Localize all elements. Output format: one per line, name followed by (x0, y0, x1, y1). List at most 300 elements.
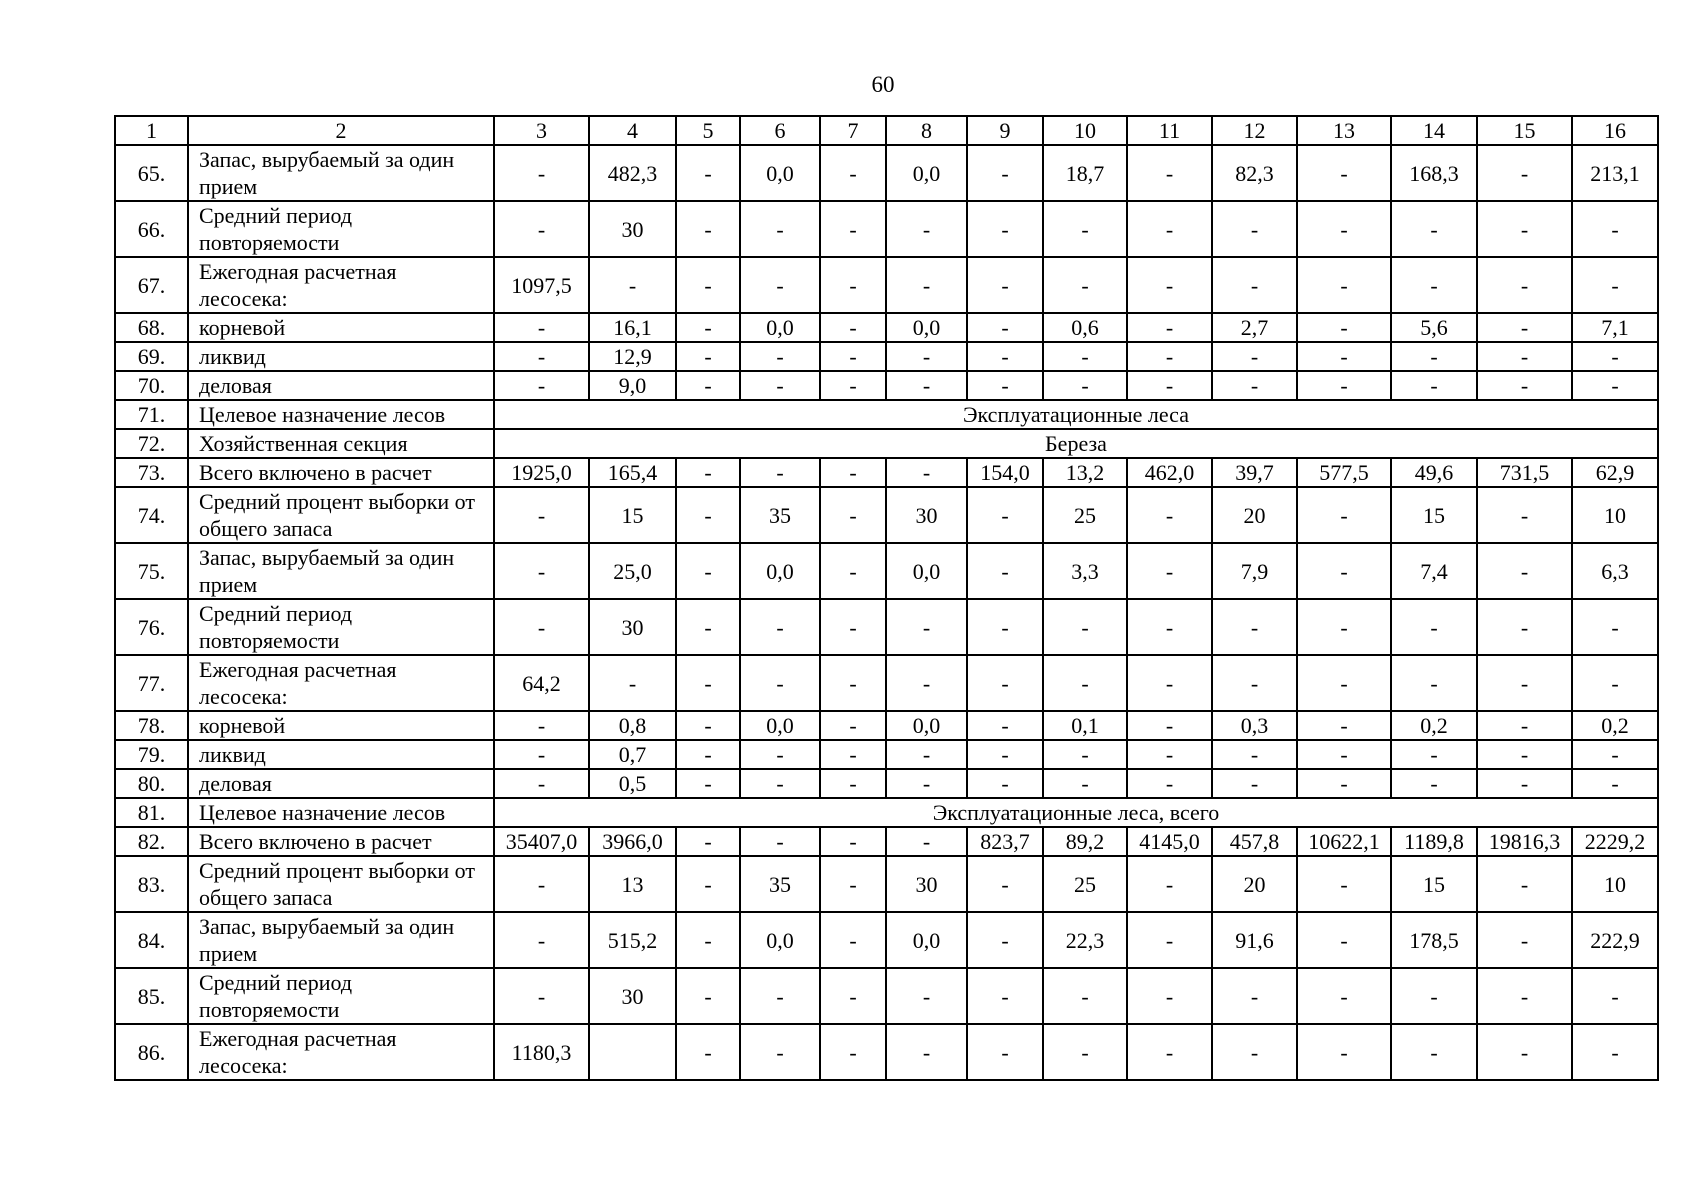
value-cell: - (740, 342, 820, 371)
value-cell: - (1127, 201, 1212, 257)
row-number: 69. (115, 342, 188, 371)
value-cell: 62,9 (1572, 458, 1658, 487)
value-cell: - (740, 201, 820, 257)
value-cell: - (1391, 257, 1477, 313)
value-cell: - (1391, 201, 1477, 257)
value-cell: 39,7 (1212, 458, 1297, 487)
value-cell: 0,0 (740, 912, 820, 968)
row-number: 84. (115, 912, 188, 968)
header-cell: 6 (740, 116, 820, 145)
value-cell: - (494, 912, 589, 968)
value-cell: 0,0 (886, 145, 967, 201)
value-cell: 0,8 (589, 711, 676, 740)
value-cell: - (676, 543, 740, 599)
value-cell: - (820, 487, 886, 543)
row-label: ликвид (188, 740, 494, 769)
value-cell: 5,6 (1391, 313, 1477, 342)
value-cell: 25,0 (589, 543, 676, 599)
value-cell: - (676, 769, 740, 798)
table-row (115, 798, 1658, 827)
value-cell: - (676, 313, 740, 342)
value-cell: 731,5 (1477, 458, 1572, 487)
value-cell: - (1127, 313, 1212, 342)
value-cell: 577,5 (1297, 458, 1391, 487)
value-cell: 19816,3 (1477, 827, 1572, 856)
value-cell: 213,1 (1572, 145, 1658, 201)
value-cell: - (676, 740, 740, 769)
value-cell: 35 (740, 487, 820, 543)
value-cell: - (1127, 740, 1212, 769)
value-cell: - (740, 458, 820, 487)
value-cell: - (886, 968, 967, 1024)
row-number: 73. (115, 458, 188, 487)
row-label: деловая (188, 769, 494, 798)
value-cell: - (1043, 257, 1127, 313)
value-cell: - (1297, 201, 1391, 257)
value-cell: - (740, 1024, 820, 1080)
value-cell: 2229,2 (1572, 827, 1658, 856)
value-cell: - (676, 458, 740, 487)
value-cell: 25 (1043, 487, 1127, 543)
value-cell: - (1391, 371, 1477, 400)
value-cell: - (740, 968, 820, 1024)
value-cell: - (1297, 599, 1391, 655)
value-cell: - (1127, 1024, 1212, 1080)
table-row (115, 655, 1658, 711)
value-cell: - (1297, 1024, 1391, 1080)
value-cell: - (886, 342, 967, 371)
value-cell: - (494, 313, 589, 342)
value-cell: 15 (1391, 856, 1477, 912)
value-cell: 165,4 (589, 458, 676, 487)
value-cell: 0,0 (740, 313, 820, 342)
row-label: Запас, вырубаемый за один прием (188, 145, 494, 201)
value-cell: 30 (589, 201, 676, 257)
value-cell: - (740, 769, 820, 798)
page-number: 60 (871, 72, 895, 97)
value-cell: 1097,5 (494, 257, 589, 313)
value-cell: 0,0 (886, 313, 967, 342)
table-row (115, 313, 1658, 342)
value-cell: - (1297, 655, 1391, 711)
table-row (115, 458, 1658, 487)
value-cell: 462,0 (1127, 458, 1212, 487)
value-cell: - (820, 599, 886, 655)
value-cell: 4145,0 (1127, 827, 1212, 856)
row-label: корневой (188, 313, 494, 342)
value-cell: - (1391, 740, 1477, 769)
table-row (115, 429, 1658, 458)
header-cell: 11 (1127, 116, 1212, 145)
table-row (115, 769, 1658, 798)
value-cell: - (967, 769, 1043, 798)
value-cell: - (1477, 599, 1572, 655)
value-cell: 89,2 (1043, 827, 1127, 856)
header-cell: 8 (886, 116, 967, 145)
value-cell: - (1297, 711, 1391, 740)
value-cell: - (1043, 740, 1127, 769)
value-cell: 0,0 (740, 145, 820, 201)
header-cell: 13 (1297, 116, 1391, 145)
row-label: деловая (188, 371, 494, 400)
value-cell: 0,0 (886, 543, 967, 599)
value-cell: - (1297, 257, 1391, 313)
value-cell: - (1297, 856, 1391, 912)
value-cell: - (820, 740, 886, 769)
value-cell: 18,7 (1043, 145, 1127, 201)
value-cell: 7,9 (1212, 543, 1297, 599)
value-cell: - (676, 912, 740, 968)
value-cell: 3966,0 (589, 827, 676, 856)
value-cell: 515,2 (589, 912, 676, 968)
row-number: 74. (115, 487, 188, 543)
value-cell: 1180,3 (494, 1024, 589, 1080)
value-cell: - (1127, 543, 1212, 599)
row-number: 65. (115, 145, 188, 201)
value-cell: 49,6 (1391, 458, 1477, 487)
value-cell: - (1572, 342, 1658, 371)
value-cell: - (1212, 599, 1297, 655)
value-cell: - (820, 342, 886, 371)
value-cell: 30 (589, 599, 676, 655)
value-cell: - (1127, 912, 1212, 968)
table-row (115, 856, 1658, 912)
value-cell: 823,7 (967, 827, 1043, 856)
value-cell: - (1297, 912, 1391, 968)
value-cell: - (1043, 599, 1127, 655)
value-cell: - (1297, 543, 1391, 599)
header-row (115, 116, 1658, 145)
value-cell: - (886, 655, 967, 711)
value-cell: - (1391, 1024, 1477, 1080)
value-cell: 91,6 (1212, 912, 1297, 968)
value-cell: - (886, 827, 967, 856)
row-number: 78. (115, 711, 188, 740)
value-cell: - (494, 543, 589, 599)
row-number: 83. (115, 856, 188, 912)
value-cell: 30 (886, 856, 967, 912)
value-cell: 10 (1572, 856, 1658, 912)
value-cell: 64,2 (494, 655, 589, 711)
value-cell: 30 (589, 968, 676, 1024)
value-cell: - (676, 599, 740, 655)
value-cell: - (820, 912, 886, 968)
value-cell: - (676, 711, 740, 740)
value-cell: 457,8 (1212, 827, 1297, 856)
row-label: Целевое назначение лесов (188, 400, 494, 429)
value-cell: - (589, 655, 676, 711)
value-cell: - (1127, 769, 1212, 798)
value-cell: - (676, 487, 740, 543)
value-cell: 9,0 (589, 371, 676, 400)
value-cell: - (1572, 599, 1658, 655)
value-cell: - (967, 201, 1043, 257)
row-label: Средний период повторяемости (188, 968, 494, 1024)
value-cell: - (1297, 313, 1391, 342)
header-cell: 5 (676, 116, 740, 145)
value-cell: 20 (1212, 856, 1297, 912)
header-cell: 15 (1477, 116, 1572, 145)
value-cell: - (1477, 201, 1572, 257)
value-cell: - (1477, 371, 1572, 400)
value-cell: - (1127, 599, 1212, 655)
value-cell: - (967, 145, 1043, 201)
value-cell: - (820, 371, 886, 400)
value-cell: - (1127, 342, 1212, 371)
row-label: Средний период повторяемости (188, 201, 494, 257)
row-label: Ежегодная расчетная лесосека: (188, 1024, 494, 1080)
value-cell: - (1212, 371, 1297, 400)
value-cell: - (1391, 769, 1477, 798)
value-cell: - (1572, 769, 1658, 798)
value-cell: - (1127, 145, 1212, 201)
value-cell: - (886, 201, 967, 257)
value-cell: - (1297, 487, 1391, 543)
header-cell: 1 (115, 116, 188, 145)
header-cell: 16 (1572, 116, 1658, 145)
value-cell: - (494, 769, 589, 798)
value-cell: 178,5 (1391, 912, 1477, 968)
value-cell: 82,3 (1212, 145, 1297, 201)
row-label: Средний период повторяемости (188, 599, 494, 655)
value-cell: - (820, 769, 886, 798)
row-number: 66. (115, 201, 188, 257)
value-cell: 1925,0 (494, 458, 589, 487)
header-cell: 7 (820, 116, 886, 145)
value-cell: - (1391, 599, 1477, 655)
value-cell: - (967, 968, 1043, 1024)
value-cell: - (967, 487, 1043, 543)
value-cell: - (676, 655, 740, 711)
value-cell: - (820, 1024, 886, 1080)
value-cell: - (676, 827, 740, 856)
value-cell: 154,0 (967, 458, 1043, 487)
value-cell: - (1212, 1024, 1297, 1080)
table-row (115, 145, 1658, 201)
value-cell: 0,5 (589, 769, 676, 798)
value-cell: - (1391, 342, 1477, 371)
value-cell: - (967, 856, 1043, 912)
value-cell: - (967, 313, 1043, 342)
row-label: Всего включено в расчет (188, 827, 494, 856)
value-cell: - (676, 257, 740, 313)
row-number: 72. (115, 429, 188, 458)
value-cell: 168,3 (1391, 145, 1477, 201)
value-cell: - (1572, 257, 1658, 313)
value-cell: - (494, 371, 589, 400)
value-cell: 0,0 (886, 912, 967, 968)
value-cell: - (886, 599, 967, 655)
value-cell: - (1212, 342, 1297, 371)
value-cell: - (1477, 313, 1572, 342)
value-cell: - (1043, 201, 1127, 257)
value-cell: - (886, 740, 967, 769)
value-cell: - (1212, 655, 1297, 711)
value-cell: - (886, 1024, 967, 1080)
header-cell: 14 (1391, 116, 1477, 145)
value-cell: 0,2 (1391, 711, 1477, 740)
value-cell: - (820, 655, 886, 711)
row-label: Средний процент выборки от общего запаса (188, 856, 494, 912)
value-cell: - (1297, 740, 1391, 769)
row-number: 80. (115, 769, 188, 798)
row-number: 77. (115, 655, 188, 711)
value-cell: - (1297, 371, 1391, 400)
row-number: 75. (115, 543, 188, 599)
value-cell: - (967, 371, 1043, 400)
value-cell: - (494, 342, 589, 371)
table-row (115, 968, 1658, 1024)
value-cell: 222,9 (1572, 912, 1658, 968)
row-number: 70. (115, 371, 188, 400)
value-cell: 7,1 (1572, 313, 1658, 342)
value-cell: - (740, 740, 820, 769)
value-cell: 0,0 (740, 711, 820, 740)
header-cell: 10 (1043, 116, 1127, 145)
value-cell: - (886, 257, 967, 313)
value-cell: - (494, 145, 589, 201)
row-label: Ежегодная расчетная лесосека: (188, 257, 494, 313)
value-cell: - (1297, 342, 1391, 371)
table-row (115, 371, 1658, 400)
value-cell: - (1572, 371, 1658, 400)
value-cell: - (676, 342, 740, 371)
table-row (115, 257, 1658, 313)
value-cell: - (1127, 371, 1212, 400)
value-cell: 25 (1043, 856, 1127, 912)
table-row (115, 827, 1658, 856)
value-cell: 15 (1391, 487, 1477, 543)
value-cell: - (589, 257, 676, 313)
row-number: 86. (115, 1024, 188, 1080)
value-cell: - (494, 201, 589, 257)
value-cell: - (1127, 968, 1212, 1024)
value-cell: - (1391, 655, 1477, 711)
row-label: корневой (188, 711, 494, 740)
value-cell: - (1127, 711, 1212, 740)
value-cell: - (1127, 487, 1212, 543)
value-cell: - (1477, 912, 1572, 968)
value-cell: - (1212, 769, 1297, 798)
value-cell: - (1477, 856, 1572, 912)
value-cell: - (1572, 968, 1658, 1024)
row-label: Всего включено в расчет (188, 458, 494, 487)
value-cell: 13,2 (1043, 458, 1127, 487)
row-number: 67. (115, 257, 188, 313)
value-cell: - (740, 655, 820, 711)
value-cell: - (967, 599, 1043, 655)
value-cell: - (494, 487, 589, 543)
merged-value-cell: Эксплуатационные леса, всего (494, 798, 1658, 827)
table-row (115, 711, 1658, 740)
row-label: Запас, вырубаемый за один прием (188, 543, 494, 599)
header-cell: 4 (589, 116, 676, 145)
row-label: Средний процент выборки от общего запаса (188, 487, 494, 543)
row-number: 76. (115, 599, 188, 655)
header-cell: 9 (967, 116, 1043, 145)
value-cell: - (820, 201, 886, 257)
value-cell: - (967, 543, 1043, 599)
value-cell: - (494, 599, 589, 655)
value-cell: - (1477, 487, 1572, 543)
value-cell: 35407,0 (494, 827, 589, 856)
value-cell: - (1477, 740, 1572, 769)
value-cell: 15 (589, 487, 676, 543)
value-cell: - (676, 856, 740, 912)
value-cell: 3,3 (1043, 543, 1127, 599)
value-cell: - (1043, 769, 1127, 798)
value-cell: - (1572, 740, 1658, 769)
table-row (115, 400, 1658, 429)
value-cell: - (1127, 257, 1212, 313)
value-cell: - (1212, 740, 1297, 769)
value-cell: - (886, 458, 967, 487)
row-number: 82. (115, 827, 188, 856)
header-cell: 3 (494, 116, 589, 145)
value-cell: - (967, 1024, 1043, 1080)
value-cell: 1189,8 (1391, 827, 1477, 856)
value-cell: - (676, 1024, 740, 1080)
value-cell: 7,4 (1391, 543, 1477, 599)
value-cell: - (676, 968, 740, 1024)
header-cell: 2 (188, 116, 494, 145)
table-row (115, 201, 1658, 257)
value-cell: 0,1 (1043, 711, 1127, 740)
value-cell: 30 (886, 487, 967, 543)
value-cell: 20 (1212, 487, 1297, 543)
value-cell: 13 (589, 856, 676, 912)
value-cell: 482,3 (589, 145, 676, 201)
merged-value-cell: Эксплуатационные леса (494, 400, 1658, 429)
value-cell: - (967, 912, 1043, 968)
value-cell: - (1477, 769, 1572, 798)
value-cell: 16,1 (589, 313, 676, 342)
value-cell: - (740, 257, 820, 313)
row-number: 85. (115, 968, 188, 1024)
value-cell: 35 (740, 856, 820, 912)
table-row (115, 1024, 1658, 1080)
row-number: 81. (115, 798, 188, 827)
row-number: 71. (115, 400, 188, 429)
value-cell: - (1477, 543, 1572, 599)
value-cell: - (1572, 1024, 1658, 1080)
value-cell: - (1043, 342, 1127, 371)
value-cell: 10622,1 (1297, 827, 1391, 856)
value-cell: 6,3 (1572, 543, 1658, 599)
value-cell: - (740, 599, 820, 655)
value-cell: - (820, 711, 886, 740)
value-cell: - (820, 145, 886, 201)
value-cell: - (1391, 968, 1477, 1024)
value-cell: - (886, 371, 967, 400)
value-cell: - (967, 740, 1043, 769)
value-cell: - (1477, 655, 1572, 711)
value-cell: - (967, 257, 1043, 313)
value-cell: - (820, 458, 886, 487)
value-cell: - (1572, 201, 1658, 257)
table-row (115, 342, 1658, 371)
value-cell: - (1212, 257, 1297, 313)
value-cell: - (967, 655, 1043, 711)
value-cell: 0,3 (1212, 711, 1297, 740)
forest-calculation-table (114, 115, 1659, 1081)
value-cell: 0,6 (1043, 313, 1127, 342)
table-row (115, 543, 1658, 599)
value-cell: - (1477, 968, 1572, 1024)
value-cell: - (1043, 371, 1127, 400)
value-cell: - (494, 740, 589, 769)
value-cell: - (676, 201, 740, 257)
